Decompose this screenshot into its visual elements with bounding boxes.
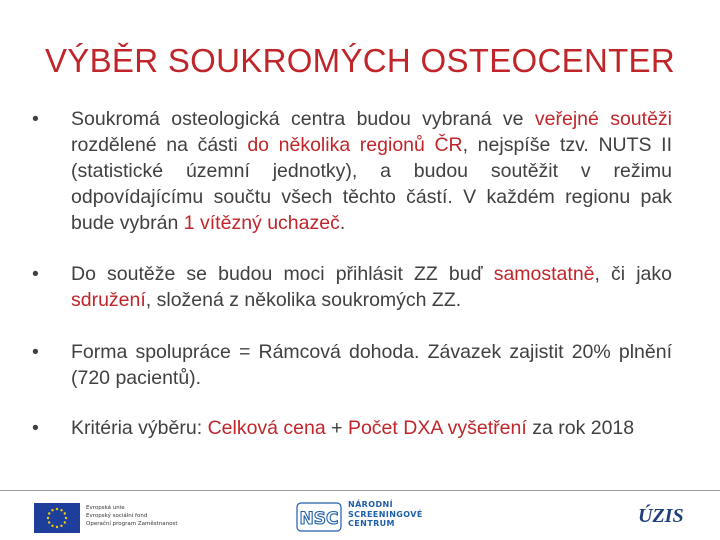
bullet-dot: •	[32, 417, 39, 439]
nsc-logo-icon	[296, 500, 342, 534]
footer-divider	[0, 490, 720, 491]
highlight-text: 1 vítězný uchazeč	[183, 212, 340, 234]
bullet-item	[32, 261, 672, 313]
highlight-text: do několika regionů ČR	[247, 134, 463, 156]
bullet-list	[32, 106, 672, 441]
bullet-dot: •	[32, 341, 39, 363]
eu-text: Evropská unie Evropský sociální fond Operační program Zaměstnanost	[86, 505, 178, 527]
highlight-text: Celková cena	[207, 417, 326, 439]
bullet-text: Soukromá osteologická centra budou vybraná ve veřejné soutěži rozdělené na části do několika regionů ČR, nejspíše tzv. NUTS II (statistické územní jednotky), a budou soutěžit v režimu odpovídajícímu součtu všech těchto částí. V každém regionu pak bude vybrán 1 vítězný uchazeč.	[71, 108, 673, 234]
bullet-item	[32, 106, 672, 236]
highlight-text: sdružení	[71, 289, 146, 311]
highlight-text: Počet DXA vyšetření	[347, 417, 527, 439]
bullet-item	[32, 415, 672, 441]
bullet-dot: •	[32, 108, 39, 130]
bullet-dot: •	[32, 263, 39, 285]
uzis-logo: ÚZIS	[638, 505, 684, 527]
slide-title: VÝBĚR SOUKROMÝCH OSTEOCENTER	[45, 42, 675, 79]
highlight-text: veřejné soutěži	[534, 108, 673, 130]
eu-flag-icon	[34, 503, 80, 533]
bullet-text: Do soutěže se budou moci přihlásit ZZ buď samostatně, či jako sdružení, složená z několika soukromých ZZ.	[71, 263, 672, 311]
nsc-mark: NSC	[299, 509, 339, 529]
bullet-text: Forma spolupráce = Rámcová dohoda. Závazek zajistit 20% plnění (720 pacientů).	[71, 341, 672, 389]
nsc-text: NÁRODNÍ SCREENINGOVÉ CENTRUM	[348, 500, 423, 528]
bullet-item	[32, 339, 672, 391]
bullet-text: Kritéria výběru: Celková cena + Počet DXA vyšetření za rok 2018	[71, 417, 635, 439]
highlight-text: samostatně	[493, 263, 595, 285]
